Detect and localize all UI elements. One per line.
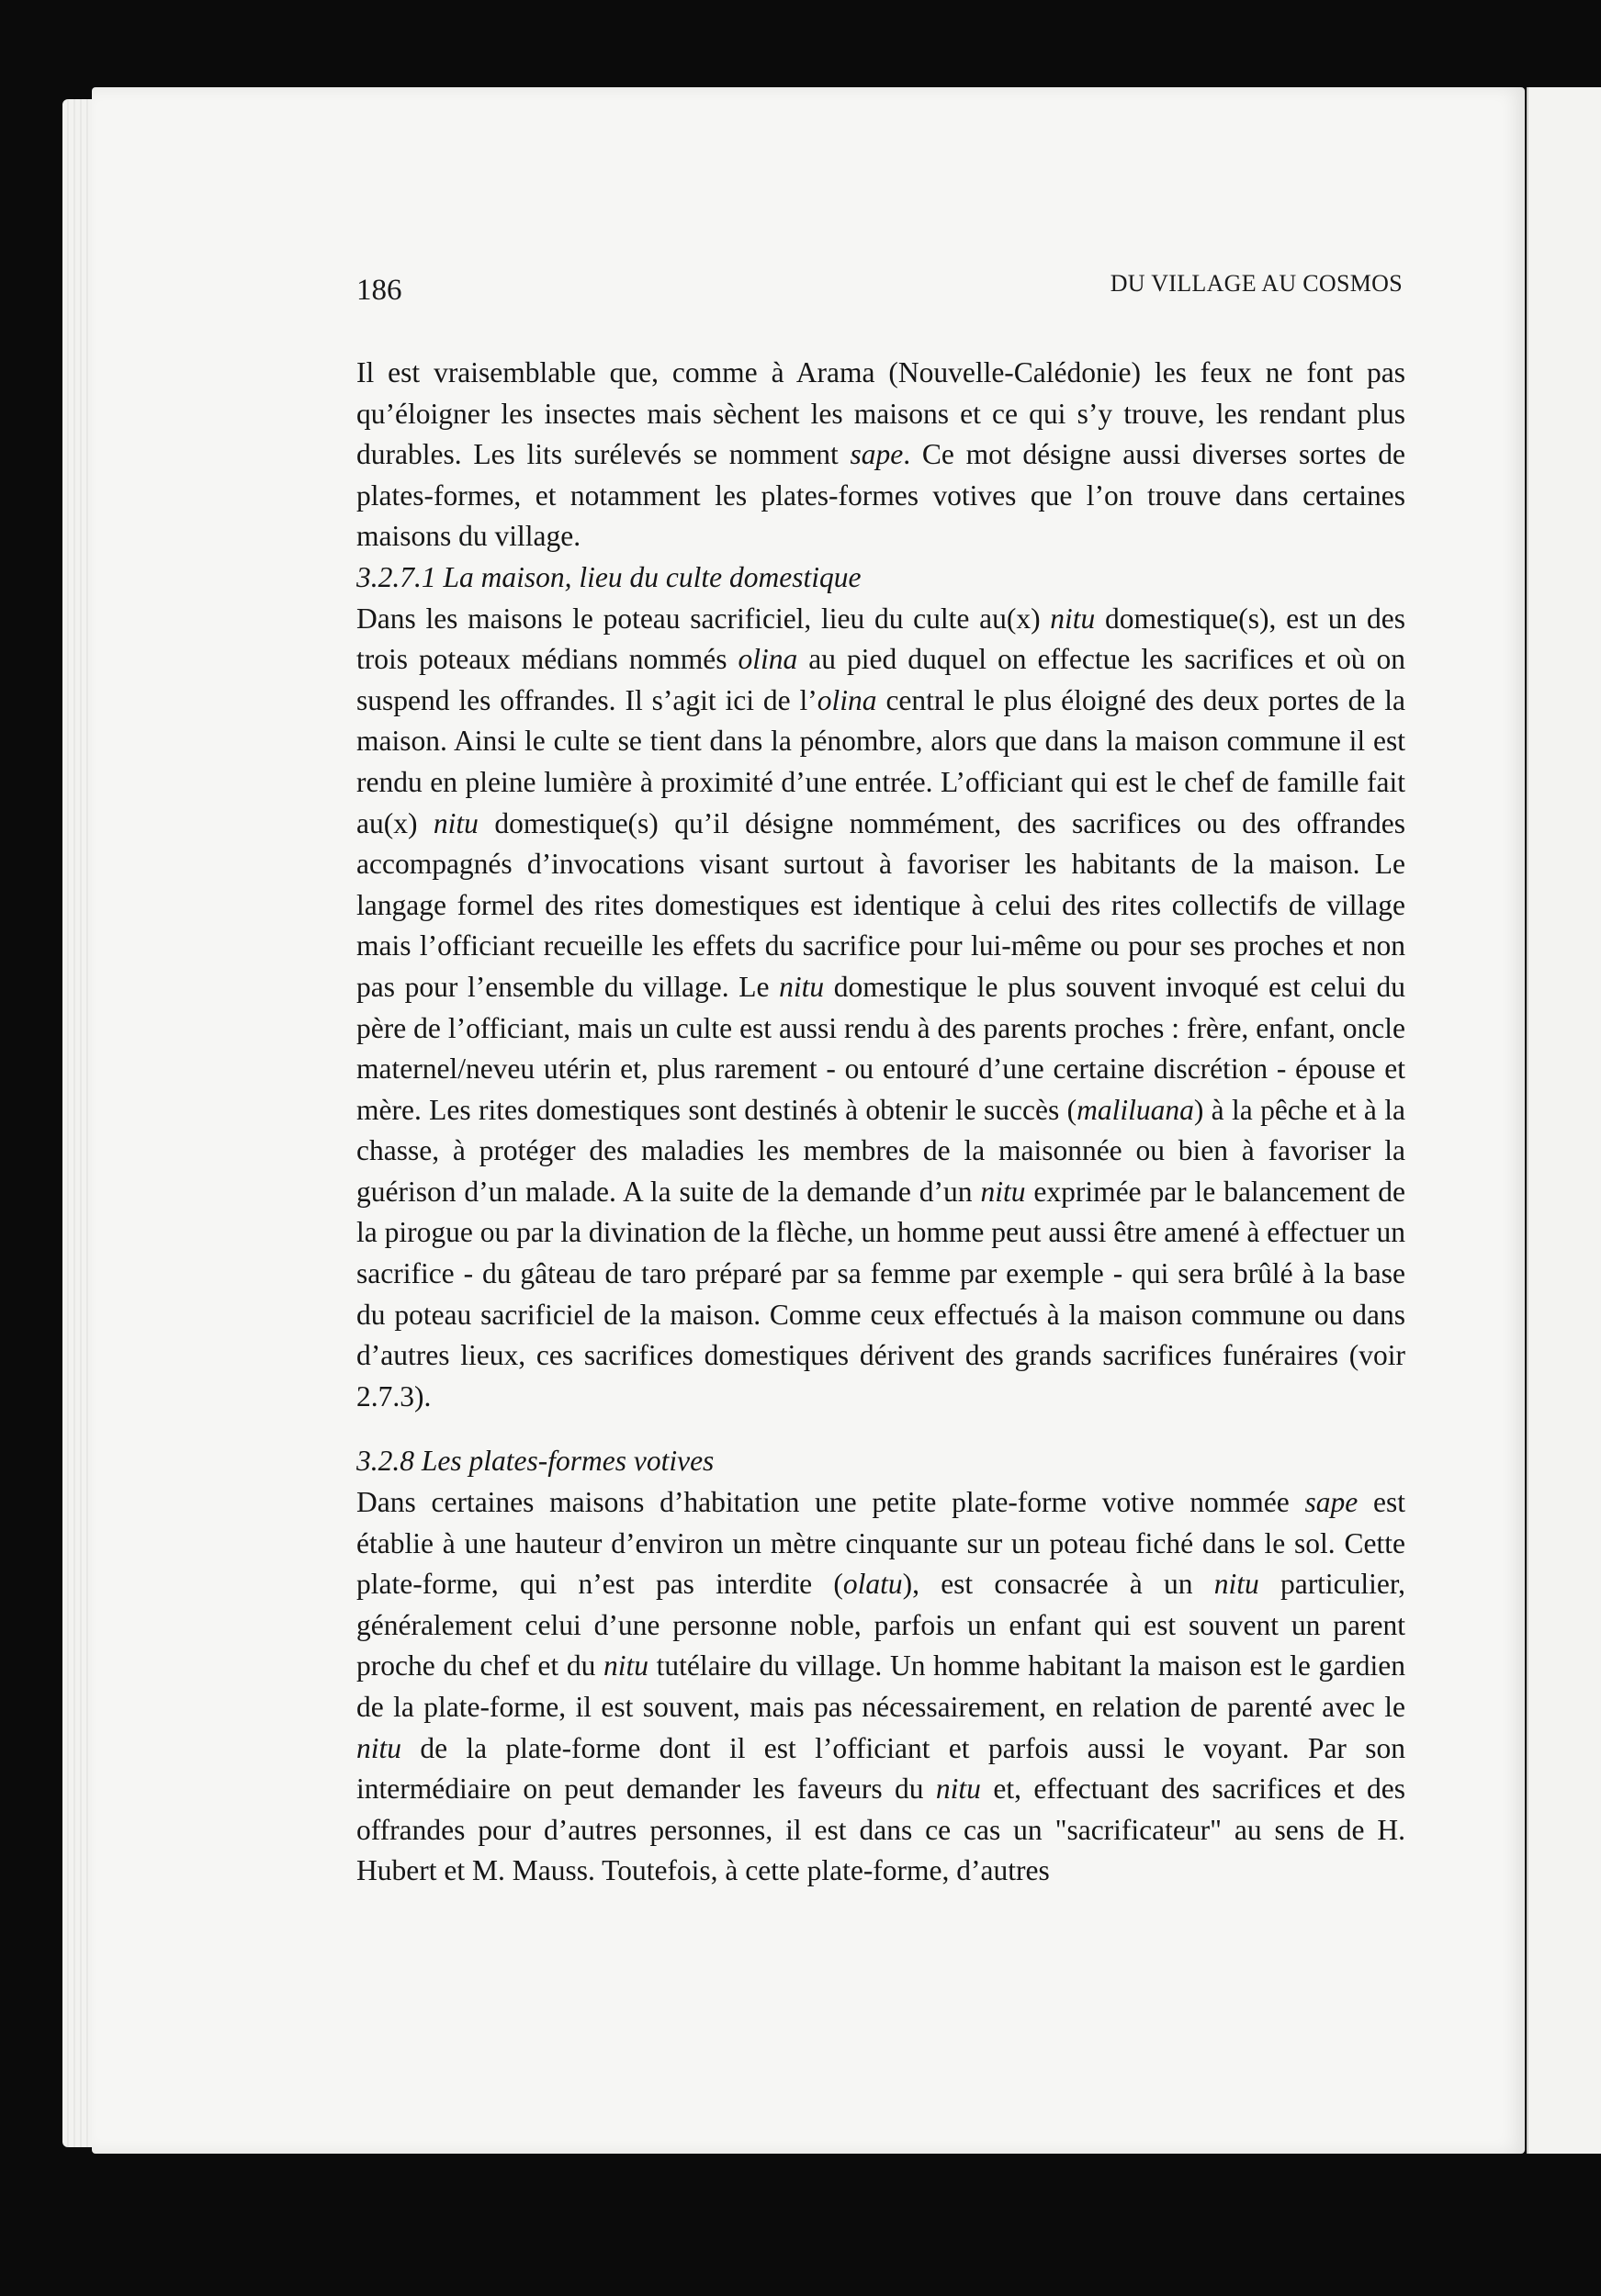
running-head: DU VILLAGE AU COSMOS <box>1110 270 1403 297</box>
paragraph-votive-platforms: Dans certaines maisons d’habitation une petite plate-forme votive nommée sape est établie à une hauteur d’environ un mètre cinquante sur un poteau fiché dans le sol. Cette plate-forme, qui n’est pas interdite (olatu), est consacrée à un nitu particulier, généralement celui d’une personne noble, parfois un enfant qui est souvent un parent proche du chef et du nitu tutélaire du village. Un homme habitant la maison est le gardien de la plate-forme, il est souvent, mais pas nécessairement, en relation de parenté avec le nitu de la plate-forme dont il est l’officiant et parfois aussi le voyant. Par son intermédiaire on peut demander les faveurs du nitu et, effectuant des sacrifices et des offrandes pour d’autres personnes, il est dans ce cas un "sacrificateur" au sens de H. Hubert et M. Mauss. Toutefois, à cette plate-forme, d’autres <box>356 1486 1406 1887</box>
section-heading-3-2-7-1: 3.2.7.1 La maison, lieu du culte domestique <box>356 560 862 593</box>
section-heading-3-2-8: 3.2.8 Les plates-formes votives <box>356 1445 715 1478</box>
body-text <box>356 353 1405 1892</box>
paragraph-domestic-cult: Dans les maisons le poteau sacrificiel, lieu du culte au(x) nitu domestique(s), est un des trois poteaux médians nommés olina au pied duquel on effectue les sacrifices et où on suspend les offrandes. Il s’agit ici de l’olina central le plus éloigné des deux portes de la maison. Ainsi le culte se tient dans la pénombre, alors que dans la maison commune il est rendu en pleine lumière à proximité d’une entrée. L’officiant qui est le chef de famille fait au(x) nitu domestique(s) qu’il désigne nommément, des sacrifices ou des offrandes accompagnés d’invocations visant surtout à favoriser les habitants de la maison. Le langage formel des rites domestiques est identique à celui des rites collectifs de village mais l’officiant recueille les effets du sacrifice pour lui-même ou pour ses proches et non pas pour l’ensemble du village. Le nitu domestique le plus souvent invoqué est celui du père de l’officiant, mais un culte est aussi rendu à des parents proches : frère, enfant, oncle maternel/neveu utérin et, plus rarement - ou entouré d’une certaine discrétion - épouse et mère. Les rites domestiques sont destinés à obtenir le succès (maliluana) à la pêche et à la chasse, à protéger des maladies les membres de la maisonnée ou bien à favoriser la guérison d’un malade. A la suite de la demande d’un nitu exprimée par le balancement de la pirogue ou par la divination de la flèche, un homme peut aussi être amené à effectuer un sacrifice - du gâteau de taro préparé par sa femme par exemple - qui sera brûlé à la base du poteau sacrificiel de la maison. Comme ceux effectués à la maison commune ou dans d’autres lieux, ces sacrifices domestiques dérivent des grands sacrifices funéraires (voir 2.7.3). <box>356 602 1405 1412</box>
facing-page-edge <box>1527 87 1601 2154</box>
page-number: 186 <box>356 274 402 307</box>
paragraph-intro: Il est vraisemblable que, comme à Arama (Nouvelle-Calédonie) les feux ne font pas qu’éloigner les insectes mais sèchent les maisons et ce qui s’y trouve, les rendant plus durables. Les lits surélevés se nomment sape. Ce mot désigne aussi diverses sortes de plates-formes, et notamment les plates-formes votives que l’on trouve dans certaines maisons du village. <box>356 356 1405 553</box>
